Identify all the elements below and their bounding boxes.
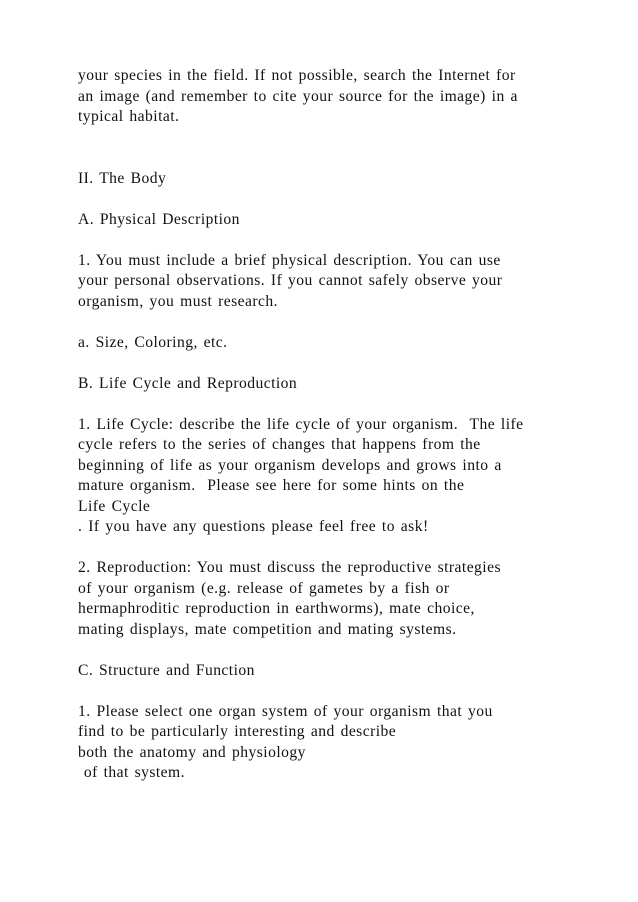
text-line: both the anatomy and physiology xyxy=(78,743,306,761)
paragraph-reproduction xyxy=(78,558,578,640)
document-body xyxy=(78,66,578,784)
text-line: hermaphroditic reproduction in earthworms), mate choice, xyxy=(78,600,475,617)
paragraph-physical-description xyxy=(78,251,578,313)
paragraph-life-cycle xyxy=(78,415,578,538)
subsection-heading-life-cycle: B. Life Cycle and Reproduction xyxy=(78,374,298,392)
list-item-size-coloring: a. Size, Coloring, etc. xyxy=(78,333,228,351)
subsection-heading-structure-function: C. Structure and Function xyxy=(78,661,255,679)
text-line: of your organism (e.g. release of gametes by a fish or xyxy=(78,579,450,597)
paragraph-organ-system xyxy=(78,702,578,784)
text-line: mature organism. Please see here for some hints on the xyxy=(78,477,465,494)
text-line: find to be particularly interesting and describe xyxy=(78,723,397,740)
text-line: . If you have any questions please feel free to ask! xyxy=(78,518,429,535)
section-heading-body: II. The Body xyxy=(78,169,167,187)
text-line: 1. You must include a brief physical description. You can use xyxy=(78,251,501,269)
text-line: 1. Life Cycle: describe the life cycle of your organism. The life xyxy=(78,415,524,433)
text-line: an image (and remember to cite your source for the image) in a xyxy=(78,87,518,105)
text-line: beginning of life as your organism develops and grows into a xyxy=(78,456,502,474)
text-line: organism, you must research. xyxy=(78,292,278,310)
text-line: 1. Please select one organ system of your organism that you xyxy=(78,702,493,720)
text-line: of that system. xyxy=(78,764,185,781)
subsection-heading-physical-description: A. Physical Description xyxy=(78,210,240,228)
text-line: 2. Reproduction: You must discuss the reproductive strategies xyxy=(78,559,501,576)
life-cycle-link-text: Life Cycle xyxy=(78,497,151,515)
text-line: your species in the field. If not possible, search the Internet for xyxy=(78,67,516,84)
paragraph-habitat-image xyxy=(78,66,578,128)
text-line: cycle refers to the series of changes that happens from the xyxy=(78,436,481,453)
text-line: typical habitat. xyxy=(78,108,180,125)
text-line: mating displays, mate competition and mating systems. xyxy=(78,620,457,638)
text-line: your personal observations. If you cannot safely observe your xyxy=(78,272,503,289)
